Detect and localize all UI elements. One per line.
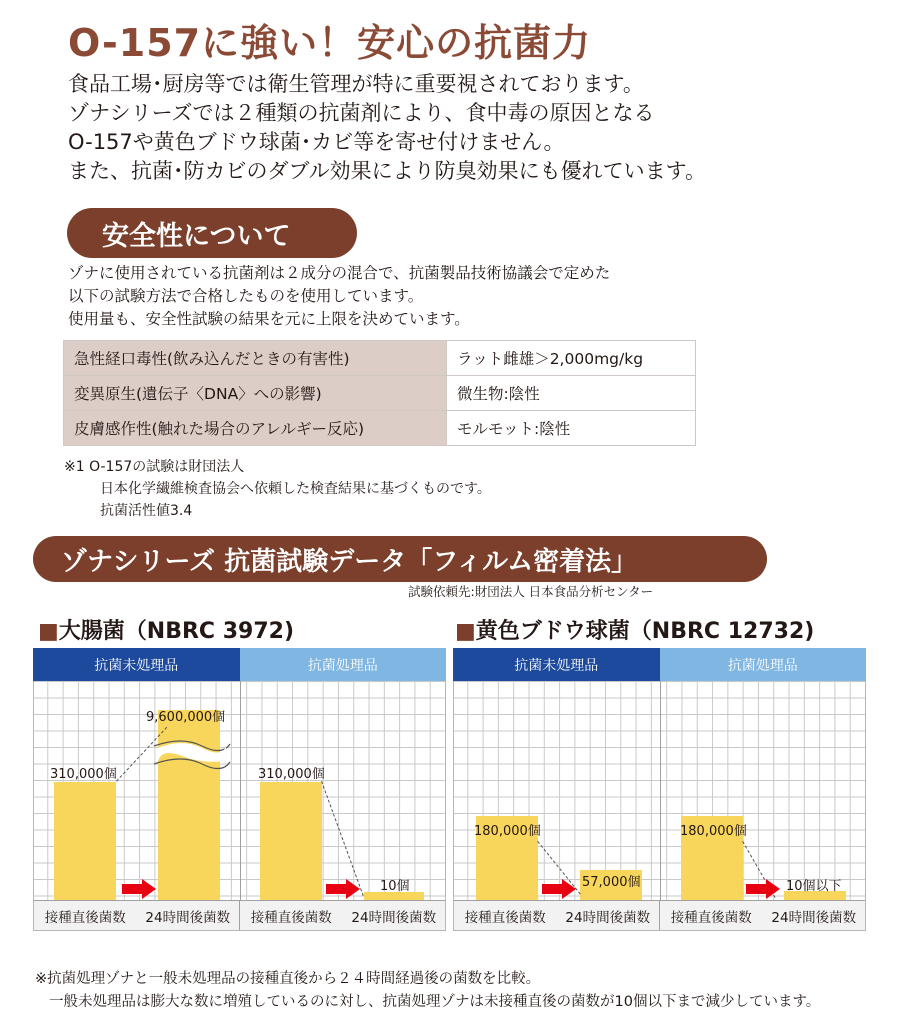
note-line: 抗菌活性値3.4: [100, 503, 193, 519]
value-label: 10個: [380, 879, 410, 894]
arrow-right-icon: [326, 879, 360, 899]
table-row: [64, 376, 696, 411]
test-lab: 試験依頼先:財団法人 日本食品分析センター: [408, 584, 654, 599]
intro-line: また、抗菌･防カビのダブル効果により防臭効果にも優れています。: [68, 159, 706, 183]
untreated-header: 抗菌未処理品: [33, 648, 240, 681]
intro-text: [68, 70, 706, 186]
ecoli-chart-title: [38, 614, 294, 645]
square-bullet-icon: ■: [38, 619, 59, 644]
arrow-right-icon: [122, 879, 156, 899]
arrow-right-icon: [542, 879, 576, 899]
table-row: [64, 411, 696, 446]
chart-plot-area: [33, 681, 446, 931]
intro-line: O-157や黄色ブドウ球菌･カビ等を寄せ付けません。: [68, 130, 565, 154]
test-note: [64, 456, 491, 522]
data-section-heading: ゾナシリーズ 抗菌試験データ「フィルム密着法」: [33, 536, 767, 582]
x-label: 接種直後菌数: [464, 909, 546, 926]
table-row: [64, 341, 696, 376]
test-name: 変異原生(遺伝子〈DNA〉への影響): [64, 376, 447, 411]
footnote: [35, 968, 820, 1014]
treated-header: 抗菌処理品: [240, 648, 447, 681]
test-result: 微生物:陰性: [447, 376, 696, 411]
test-name: 急性経口毒性(飲み込んだときの有害性): [64, 341, 447, 376]
x-axis: [454, 900, 865, 930]
x-label: 24時間後菌数: [771, 909, 857, 926]
x-label: 24時間後菌数: [565, 909, 651, 926]
x-axis: [34, 900, 445, 930]
value-label: 180,000個: [474, 824, 541, 839]
footnote-line: 一般未処理品は膨大な数に増殖しているのに対し、抗菌処理ゾナは未接種直後の菌数が10個以下まで減少しています。: [49, 994, 821, 1010]
chart-plot-area: [453, 681, 866, 931]
test-result: ラット雌雄＞2,000mg/kg: [447, 341, 696, 376]
ecoli-chart: [33, 648, 446, 931]
note-line: ※1 O-157の試験は財団法人: [64, 459, 245, 475]
axis-break-icon: [152, 734, 232, 774]
x-label: 24時間後菌数: [351, 909, 437, 926]
footnote-line: ※抗菌処理ゾナと一般未処理品の接種直後から２４時間経過後の菌数を比較。: [35, 971, 541, 987]
untreated-header: 抗菌未処理品: [453, 648, 660, 681]
safety-line: 以下の試験方法で合格したものを使用しています。: [68, 287, 424, 305]
value-label: 9,600,000個: [146, 710, 226, 725]
note-line: 日本化学繊維検査協会へ依頼した検査結果に基づくものです。: [100, 481, 491, 497]
bar-untreated-before: [54, 782, 116, 900]
safety-heading: 安全性について: [67, 208, 357, 258]
safety-line: 使用量も、安全性試験の結果を元に上限を決めています。: [68, 310, 470, 328]
square-bullet-icon: ■: [455, 619, 476, 644]
x-label: 接種直後菌数: [44, 909, 126, 926]
intro-line: 食品工場･厨房等では衛生管理が特に重要視されております。: [68, 72, 644, 96]
value-label: 10個以下: [786, 879, 842, 894]
treated-header: 抗菌処理品: [660, 648, 867, 681]
x-label: 接種直後菌数: [670, 909, 752, 926]
staph-chart-title: [455, 614, 814, 645]
test-result: モルモット:陰性: [447, 411, 696, 446]
value-label: 310,000個: [258, 767, 325, 782]
chart-title-text: 大腸菌（NBRC 3972): [58, 619, 295, 644]
safety-description: [68, 262, 610, 331]
bar-treated-before: [260, 782, 322, 900]
intro-line: ゾナシリーズでは２種類の抗菌剤により、食中毒の原因となる: [68, 101, 655, 125]
value-label: 310,000個: [50, 767, 117, 782]
arrow-right-icon: [746, 879, 780, 899]
value-label: 180,000個: [680, 824, 747, 839]
x-label: 24時間後菌数: [145, 909, 231, 926]
test-name: 皮膚感作性(触れた場合のアレルギー反応): [64, 411, 447, 446]
chart-title-text: 黄色ブドウ球菌（NBRC 12732): [475, 619, 815, 644]
value-label: 57,000個: [582, 875, 641, 890]
safety-test-table: [63, 340, 696, 446]
x-label: 接種直後菌数: [250, 909, 332, 926]
staph-chart: [453, 648, 866, 931]
page-title: O-157に強い！安心の抗菌力: [68, 21, 592, 65]
safety-line: ゾナに使用されている抗菌剤は２成分の混合で、抗菌製品技術協議会で定めた: [68, 264, 611, 282]
